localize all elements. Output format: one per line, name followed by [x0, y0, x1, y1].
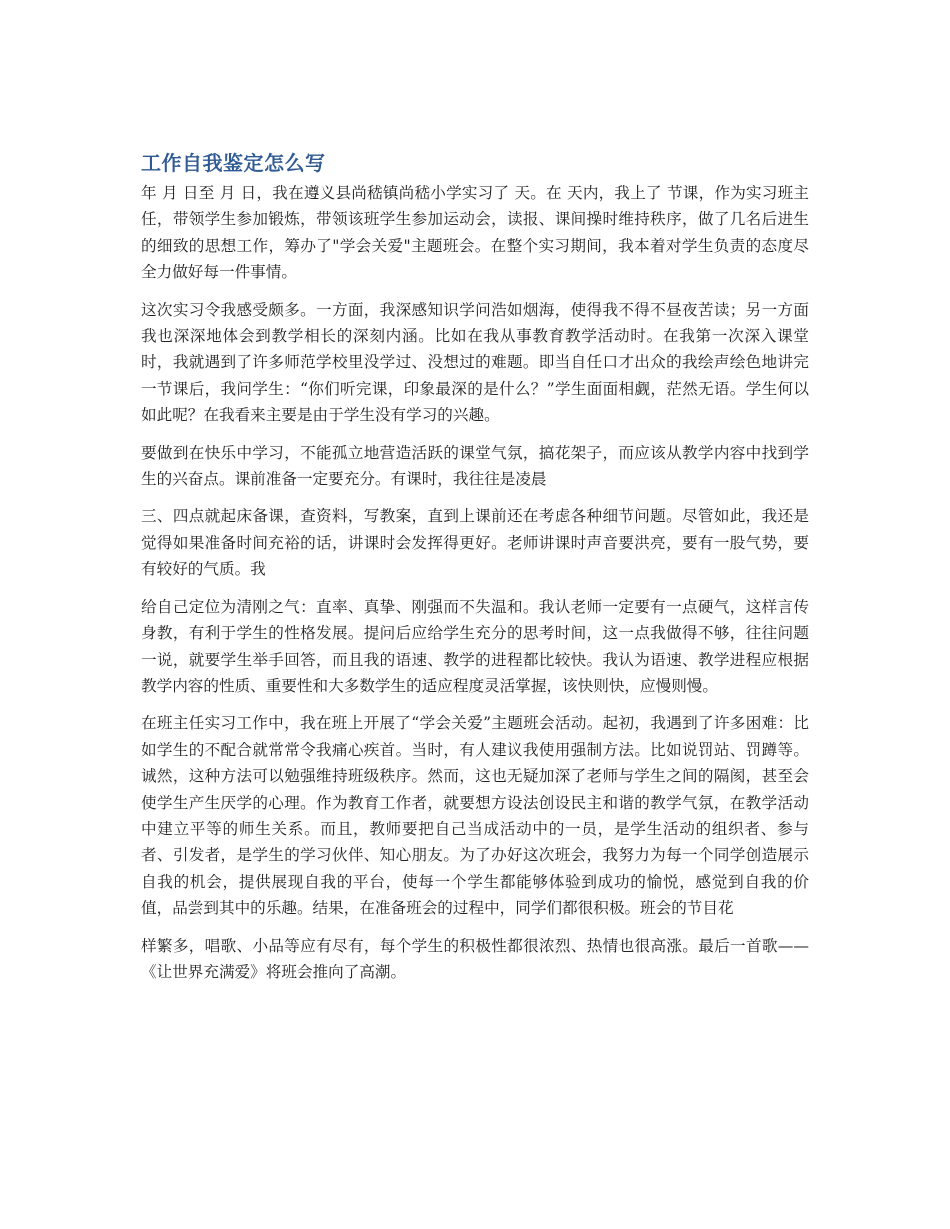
paragraph: 三、四点就起床备课，查资料，写教案，直到上课前还在考虑各种细节问题。尽管如此，我还是觉得如果准备时间充裕的话，讲课时会发挥得更好。老师讲课时声音要洪亮，要有一股气势，要有较好的气质。我	[141, 507, 809, 579]
paragraph: 给自己定位为清刚之气：直率、真挚、刚强而不失温和。我认老师一定要有一点硬气，这样言传身教，有利于学生的性格发展。提问后应给学生充分的思考时间，这一点我做得不够，往往问题一说，就要学生举手回答，而且我的语速、教学的进程都比较快。我认为语速、教学进程应根据教学内容的性质、重要性和大多数学生的适应程度灵活掌握，该快则快，应慢则慢。	[141, 597, 809, 695]
paragraph: 样繁多，唱歌、小品等应有尽有，每个学生的积极性都很浓烈、热情也很高涨。最后一首歌——《让世界充满爱》将班会推向了高潮。	[141, 936, 809, 981]
paragraph: 这次实习令我感受颇多。一方面，我深感知识学问浩如烟海，使得我不得不昼夜苦读；另一方面我也深深地体会到教学相长的深刻内涵。比如在我从事教育教学活动时。在我第一次深入课堂时，我就遇到了许多师范学校里没学过、没想过的难题。即当自任口才出众的我绘声绘色地讲完一节课后，我问学生：“你们听完课，印象最深的是什么？”学生面面相觑，茫然无语。学生何以如此呢？在我看来主要是由于学生没有学习的兴趣。	[141, 300, 809, 425]
paragraph: 年 月 日至 月 日，我在遵义县尚嵇镇尚嵇小学实习了 天。在 天内，我上了 节课，作为实习班主任，带领学生参加锻炼，带领该班学生参加运动会，读报、课间操时维持秩序，做了几名后进生的细致的思想工作，筹办了"学会关爱"主题班会。在整个实习期间，我本着对学生负责的态度尽全力做好每一件事情。	[141, 184, 809, 282]
paragraph: 要做到在快乐中学习，不能孤立地营造活跃的课堂气氛，搞花架子，而应该从教学内容中找到学生的兴奋点。课前准备一定要充分。有课时，我往往是凌晨	[141, 443, 809, 489]
document-page	[141, 148, 809, 996]
document-title: 工作自我鉴定怎么写	[141, 151, 326, 175]
paragraph: 在班主任实习工作中，我在班上开展了“学会关爱”主题班会活动。起初，我遇到了许多困难：比如学生的不配合就常常令我痛心疾首。当时，有人建议我使用强制方法。比如说罚站、罚蹲等。诚然，这种方法可以勉强维持班级秩序。然而，这也无疑加深了老师与学生之间的隔阂，甚至会使学生产生厌学的心理。作为教育工作者，就要想方设法创设民主和谐的教学气氛，在教学活动中建立平等的师生关系。而且，教师要把自己当成活动中的一员，是学生活动的组织者、参与者、引发者，是学生的学习伙伴、知心朋友。为了办好这次班会，我努力为每一个同学创造展示自我的机会，提供展现自我的平台，使每一个学生都能够体验到成功的愉悦，感觉到自我的价值，品尝到其中的乐趣。结果，在准备班会的过程中，同学们都很积极。班会的节目花	[141, 714, 809, 918]
